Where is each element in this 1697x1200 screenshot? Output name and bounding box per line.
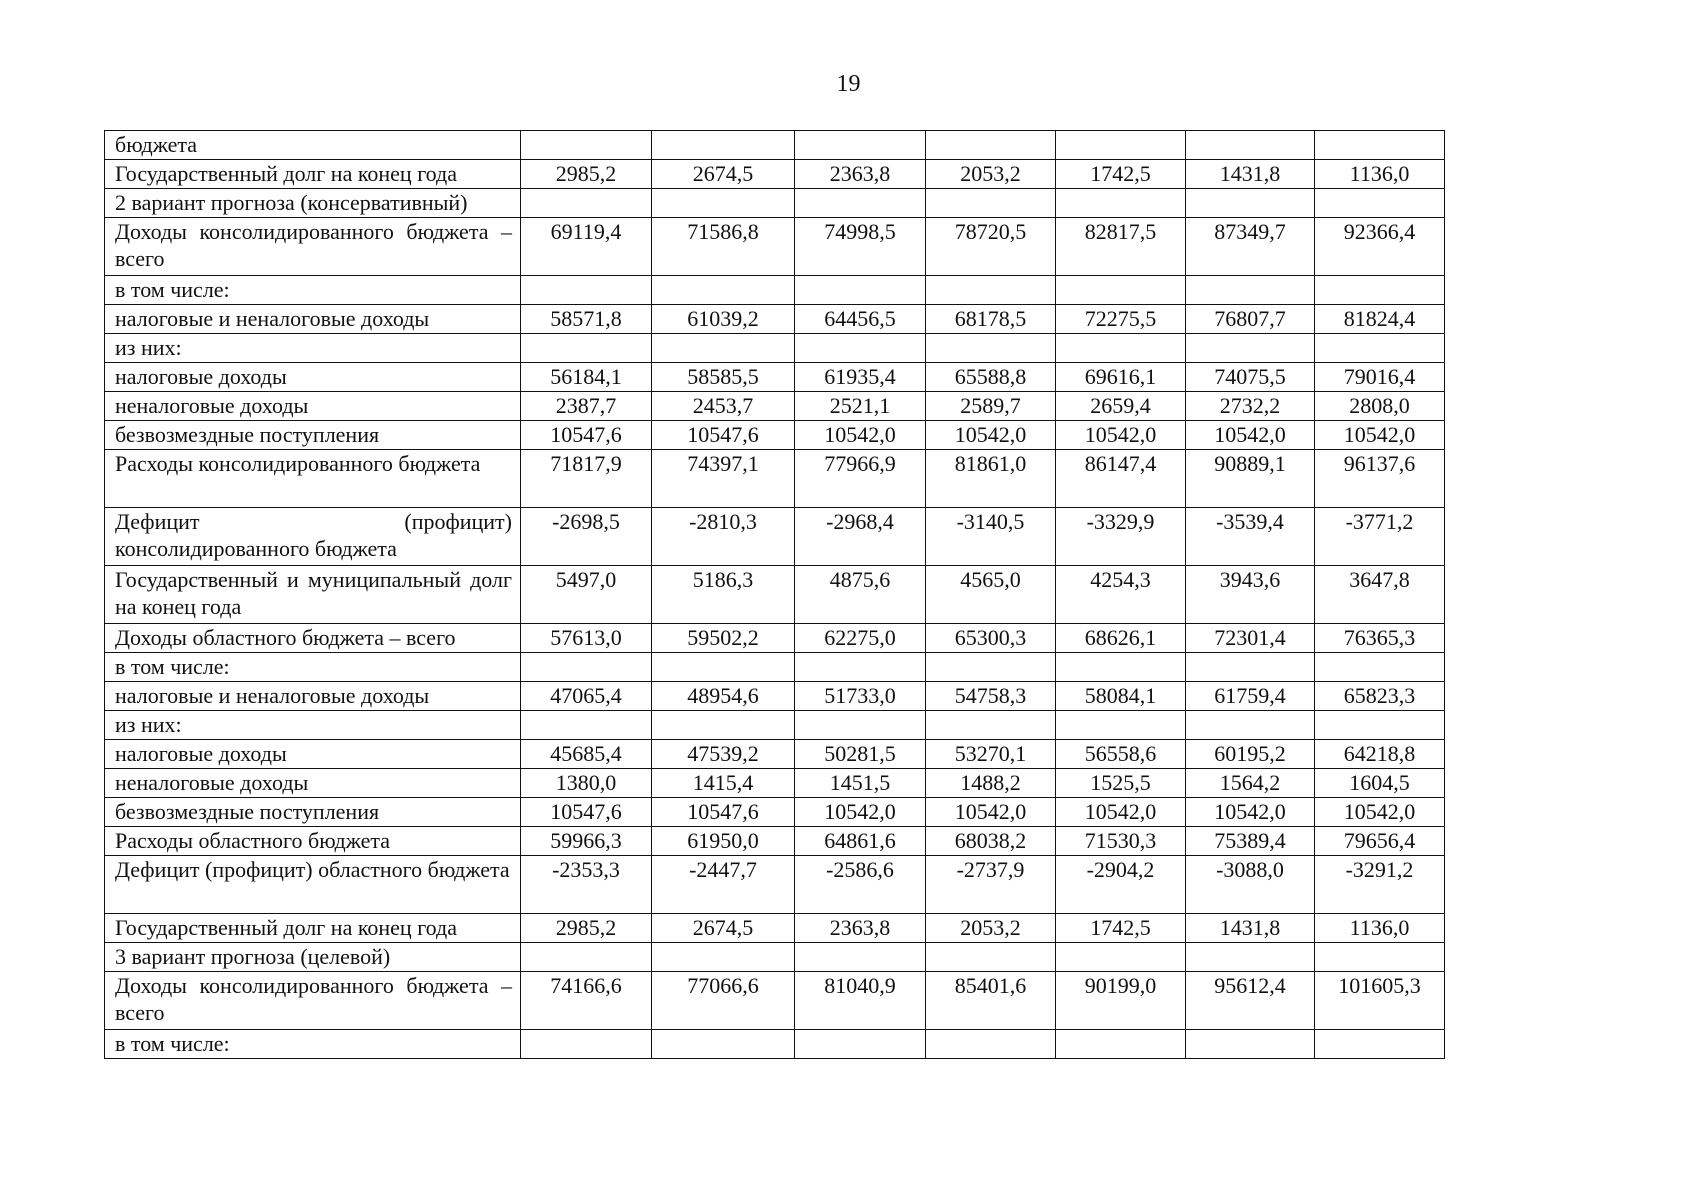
row-label: налоговые доходы — [105, 363, 521, 392]
table-row — [105, 334, 1445, 363]
table-row — [105, 914, 1445, 943]
value-cell: 5497,0 — [521, 566, 652, 624]
value-cell — [1186, 334, 1315, 363]
value-cell: -2737,9 — [926, 856, 1056, 914]
value-cell: -3329,9 — [1056, 508, 1186, 566]
table-row — [105, 508, 1445, 566]
row-label: Дефицит (профицит) консолидированного бюджета — [105, 508, 521, 566]
value-cell: 74397,1 — [652, 450, 795, 508]
table-row — [105, 624, 1445, 653]
value-cell: 90889,1 — [1186, 450, 1315, 508]
row-label: Расходы областного бюджета — [105, 827, 521, 856]
value-cell: -3539,4 — [1186, 508, 1315, 566]
value-cell — [521, 276, 652, 305]
table-row — [105, 856, 1445, 914]
value-cell: 3943,6 — [1186, 566, 1315, 624]
row-label: Государственный и муниципальный долг на конец года — [105, 566, 521, 624]
value-cell — [795, 334, 926, 363]
value-cell — [1056, 653, 1186, 682]
value-cell: 76365,3 — [1315, 624, 1445, 653]
value-cell — [521, 711, 652, 740]
value-cell: -3771,2 — [1315, 508, 1445, 566]
value-cell — [1315, 334, 1445, 363]
table-row — [105, 769, 1445, 798]
value-cell — [926, 276, 1056, 305]
value-cell — [521, 131, 652, 160]
row-label: налоговые доходы — [105, 740, 521, 769]
row-label: безвозмездные поступления — [105, 421, 521, 450]
value-cell: 47539,2 — [652, 740, 795, 769]
value-cell: 2674,5 — [652, 914, 795, 943]
value-cell: 59966,3 — [521, 827, 652, 856]
value-cell: 69119,4 — [521, 218, 652, 276]
value-cell — [795, 653, 926, 682]
value-cell: 10542,0 — [1315, 798, 1445, 827]
value-cell — [652, 276, 795, 305]
value-cell — [652, 334, 795, 363]
value-cell: 56558,6 — [1056, 740, 1186, 769]
value-cell: 10542,0 — [1056, 798, 1186, 827]
value-cell — [1056, 711, 1186, 740]
value-cell: 65588,8 — [926, 363, 1056, 392]
value-cell: 58585,5 — [652, 363, 795, 392]
value-cell — [795, 276, 926, 305]
value-cell — [1186, 276, 1315, 305]
value-cell: 65300,3 — [926, 624, 1056, 653]
table-row — [105, 218, 1445, 276]
value-cell: 64218,8 — [1315, 740, 1445, 769]
value-cell: 10542,0 — [1186, 421, 1315, 450]
value-cell: 2732,2 — [1186, 392, 1315, 421]
value-cell: 86147,4 — [1056, 450, 1186, 508]
row-label: Государственный долг на конец года — [105, 160, 521, 189]
value-cell — [1315, 276, 1445, 305]
value-cell — [521, 1030, 652, 1059]
value-cell: 10547,6 — [521, 798, 652, 827]
value-cell: 69616,1 — [1056, 363, 1186, 392]
row-label: бюджета — [105, 131, 521, 160]
value-cell: 61759,4 — [1186, 682, 1315, 711]
value-cell: 82817,5 — [1056, 218, 1186, 276]
value-cell: 74075,5 — [1186, 363, 1315, 392]
value-cell — [926, 189, 1056, 218]
value-cell: 2985,2 — [521, 160, 652, 189]
value-cell: 56184,1 — [521, 363, 652, 392]
value-cell: 96137,6 — [1315, 450, 1445, 508]
value-cell: 4565,0 — [926, 566, 1056, 624]
value-cell: 1451,5 — [795, 769, 926, 798]
row-label: Доходы консолидированного бюджета – всего — [105, 218, 521, 276]
value-cell: 61039,2 — [652, 305, 795, 334]
value-cell — [1186, 711, 1315, 740]
value-cell — [652, 711, 795, 740]
row-label: в том числе: — [105, 1030, 521, 1059]
value-cell — [1056, 189, 1186, 218]
value-cell: 71817,9 — [521, 450, 652, 508]
value-cell: 101605,3 — [1315, 972, 1445, 1030]
value-cell: 53270,1 — [926, 740, 1056, 769]
value-cell: 2053,2 — [926, 914, 1056, 943]
value-cell: 72301,4 — [1186, 624, 1315, 653]
table-row — [105, 450, 1445, 508]
value-cell: -2353,3 — [521, 856, 652, 914]
value-cell — [926, 711, 1056, 740]
value-cell: 5186,3 — [652, 566, 795, 624]
value-cell: 81861,0 — [926, 450, 1056, 508]
table-row — [105, 827, 1445, 856]
value-cell — [795, 1030, 926, 1059]
value-cell: 10542,0 — [795, 798, 926, 827]
value-cell — [1056, 1030, 1186, 1059]
table-row — [105, 711, 1445, 740]
row-label: налоговые и неналоговые доходы — [105, 682, 521, 711]
page-number: 19 — [836, 71, 861, 97]
value-cell: 1431,8 — [1186, 914, 1315, 943]
value-cell: 75389,4 — [1186, 827, 1315, 856]
value-cell: 2808,0 — [1315, 392, 1445, 421]
value-cell — [1315, 1030, 1445, 1059]
value-cell: 1488,2 — [926, 769, 1056, 798]
value-cell: 60195,2 — [1186, 740, 1315, 769]
value-cell — [795, 711, 926, 740]
table-row — [105, 363, 1445, 392]
value-cell — [652, 1030, 795, 1059]
value-cell — [521, 189, 652, 218]
value-cell: 2053,2 — [926, 160, 1056, 189]
value-cell: 54758,3 — [926, 682, 1056, 711]
value-cell — [652, 653, 795, 682]
value-cell: 10542,0 — [1315, 421, 1445, 450]
value-cell: 1415,4 — [652, 769, 795, 798]
value-cell — [652, 943, 795, 972]
value-cell: 78720,5 — [926, 218, 1056, 276]
value-cell — [652, 189, 795, 218]
value-cell — [1315, 131, 1445, 160]
value-cell: 72275,5 — [1056, 305, 1186, 334]
value-cell: 10547,6 — [652, 798, 795, 827]
value-cell: 10542,0 — [926, 798, 1056, 827]
value-cell: -2904,2 — [1056, 856, 1186, 914]
value-cell: 2985,2 — [521, 914, 652, 943]
value-cell: 10542,0 — [795, 421, 926, 450]
value-cell: 1742,5 — [1056, 914, 1186, 943]
value-cell — [926, 334, 1056, 363]
value-cell: 74998,5 — [795, 218, 926, 276]
value-cell: 68038,2 — [926, 827, 1056, 856]
value-cell: -2586,6 — [795, 856, 926, 914]
value-cell: 50281,5 — [795, 740, 926, 769]
value-cell: 2453,7 — [652, 392, 795, 421]
value-cell: 90199,0 — [1056, 972, 1186, 1030]
row-label: Государственный долг на конец года — [105, 914, 521, 943]
value-cell: 1604,5 — [1315, 769, 1445, 798]
value-cell — [1186, 131, 1315, 160]
value-cell: 48954,6 — [652, 682, 795, 711]
value-cell: 92366,4 — [1315, 218, 1445, 276]
value-cell — [926, 653, 1056, 682]
table-row — [105, 566, 1445, 624]
value-cell: 81040,9 — [795, 972, 926, 1030]
row-label: 2 вариант прогноза (консервативный) — [105, 189, 521, 218]
table-row — [105, 189, 1445, 218]
value-cell: 79016,4 — [1315, 363, 1445, 392]
value-cell: -2968,4 — [795, 508, 926, 566]
value-cell: -2810,3 — [652, 508, 795, 566]
value-cell — [795, 189, 926, 218]
value-cell — [1315, 711, 1445, 740]
value-cell: 57613,0 — [521, 624, 652, 653]
value-cell: 4254,3 — [1056, 566, 1186, 624]
value-cell: 10542,0 — [1056, 421, 1186, 450]
value-cell: 81824,4 — [1315, 305, 1445, 334]
value-cell: 74166,6 — [521, 972, 652, 1030]
value-cell: 2363,8 — [795, 160, 926, 189]
value-cell — [1056, 943, 1186, 972]
value-cell: 61935,4 — [795, 363, 926, 392]
table-row — [105, 1030, 1445, 1059]
value-cell: 65823,3 — [1315, 682, 1445, 711]
value-cell — [1186, 189, 1315, 218]
value-cell: 2387,7 — [521, 392, 652, 421]
value-cell: 64861,6 — [795, 827, 926, 856]
value-cell — [926, 1030, 1056, 1059]
table-row — [105, 305, 1445, 334]
row-label: Дефицит (профицит) областного бюджета — [105, 856, 521, 914]
value-cell: 3647,8 — [1315, 566, 1445, 624]
row-label: в том числе: — [105, 276, 521, 305]
table-row — [105, 421, 1445, 450]
table-row — [105, 682, 1445, 711]
value-cell — [1186, 653, 1315, 682]
row-label: налоговые и неналоговые доходы — [105, 305, 521, 334]
value-cell — [521, 653, 652, 682]
value-cell: 10547,6 — [521, 421, 652, 450]
value-cell — [1056, 276, 1186, 305]
table-row — [105, 160, 1445, 189]
value-cell — [795, 943, 926, 972]
value-cell: 1742,5 — [1056, 160, 1186, 189]
row-label: Расходы консолидированного бюджета — [105, 450, 521, 508]
value-cell: -2447,7 — [652, 856, 795, 914]
value-cell: 71530,3 — [1056, 827, 1186, 856]
value-cell — [926, 943, 1056, 972]
value-cell: 68178,5 — [926, 305, 1056, 334]
table-row — [105, 392, 1445, 421]
table-row — [105, 276, 1445, 305]
value-cell — [1315, 653, 1445, 682]
value-cell: -2698,5 — [521, 508, 652, 566]
value-cell: 10542,0 — [926, 421, 1056, 450]
value-cell — [1056, 334, 1186, 363]
value-cell — [1186, 943, 1315, 972]
value-cell — [926, 131, 1056, 160]
value-cell: 58571,8 — [521, 305, 652, 334]
value-cell: 51733,0 — [795, 682, 926, 711]
value-cell: 2589,7 — [926, 392, 1056, 421]
value-cell — [1186, 1030, 1315, 1059]
table-row — [105, 972, 1445, 1030]
row-label: из них: — [105, 711, 521, 740]
value-cell: 61950,0 — [652, 827, 795, 856]
value-cell — [521, 943, 652, 972]
budget-forecast-table — [104, 130, 1445, 1059]
row-label: неналоговые доходы — [105, 392, 521, 421]
row-label: из них: — [105, 334, 521, 363]
value-cell: 95612,4 — [1186, 972, 1315, 1030]
value-cell: 58084,1 — [1056, 682, 1186, 711]
value-cell — [652, 131, 795, 160]
value-cell: 2659,4 — [1056, 392, 1186, 421]
row-label: Доходы консолидированного бюджета – всего — [105, 972, 521, 1030]
value-cell: 71586,8 — [652, 218, 795, 276]
value-cell: 10542,0 — [1186, 798, 1315, 827]
value-cell: 64456,5 — [795, 305, 926, 334]
value-cell — [795, 131, 926, 160]
value-cell: 1525,5 — [1056, 769, 1186, 798]
value-cell: 2674,5 — [652, 160, 795, 189]
value-cell: -3291,2 — [1315, 856, 1445, 914]
value-cell: 77066,6 — [652, 972, 795, 1030]
value-cell: -3140,5 — [926, 508, 1056, 566]
value-cell: 68626,1 — [1056, 624, 1186, 653]
value-cell: 1380,0 — [521, 769, 652, 798]
table-row — [105, 740, 1445, 769]
row-label: безвозмездные поступления — [105, 798, 521, 827]
value-cell — [1056, 131, 1186, 160]
row-label: в том числе: — [105, 653, 521, 682]
row-label: Доходы областного бюджета – всего — [105, 624, 521, 653]
value-cell: 47065,4 — [521, 682, 652, 711]
table-row — [105, 653, 1445, 682]
value-cell: 10547,6 — [652, 421, 795, 450]
value-cell: 79656,4 — [1315, 827, 1445, 856]
value-cell: 87349,7 — [1186, 218, 1315, 276]
value-cell: 2363,8 — [795, 914, 926, 943]
value-cell: 85401,6 — [926, 972, 1056, 1030]
table-body — [105, 131, 1445, 1059]
value-cell: 2521,1 — [795, 392, 926, 421]
table-row — [105, 798, 1445, 827]
table-row — [105, 131, 1445, 160]
row-label: 3 вариант прогноза (целевой) — [105, 943, 521, 972]
table-row — [105, 943, 1445, 972]
value-cell — [1315, 943, 1445, 972]
value-cell: -3088,0 — [1186, 856, 1315, 914]
value-cell: 1136,0 — [1315, 914, 1445, 943]
value-cell: 76807,7 — [1186, 305, 1315, 334]
value-cell: 62275,0 — [795, 624, 926, 653]
value-cell — [521, 334, 652, 363]
value-cell: 77966,9 — [795, 450, 926, 508]
value-cell: 1564,2 — [1186, 769, 1315, 798]
value-cell: 1136,0 — [1315, 160, 1445, 189]
value-cell: 4875,6 — [795, 566, 926, 624]
value-cell — [1315, 189, 1445, 218]
value-cell: 59502,2 — [652, 624, 795, 653]
value-cell: 45685,4 — [521, 740, 652, 769]
value-cell: 1431,8 — [1186, 160, 1315, 189]
row-label: неналоговые доходы — [105, 769, 521, 798]
